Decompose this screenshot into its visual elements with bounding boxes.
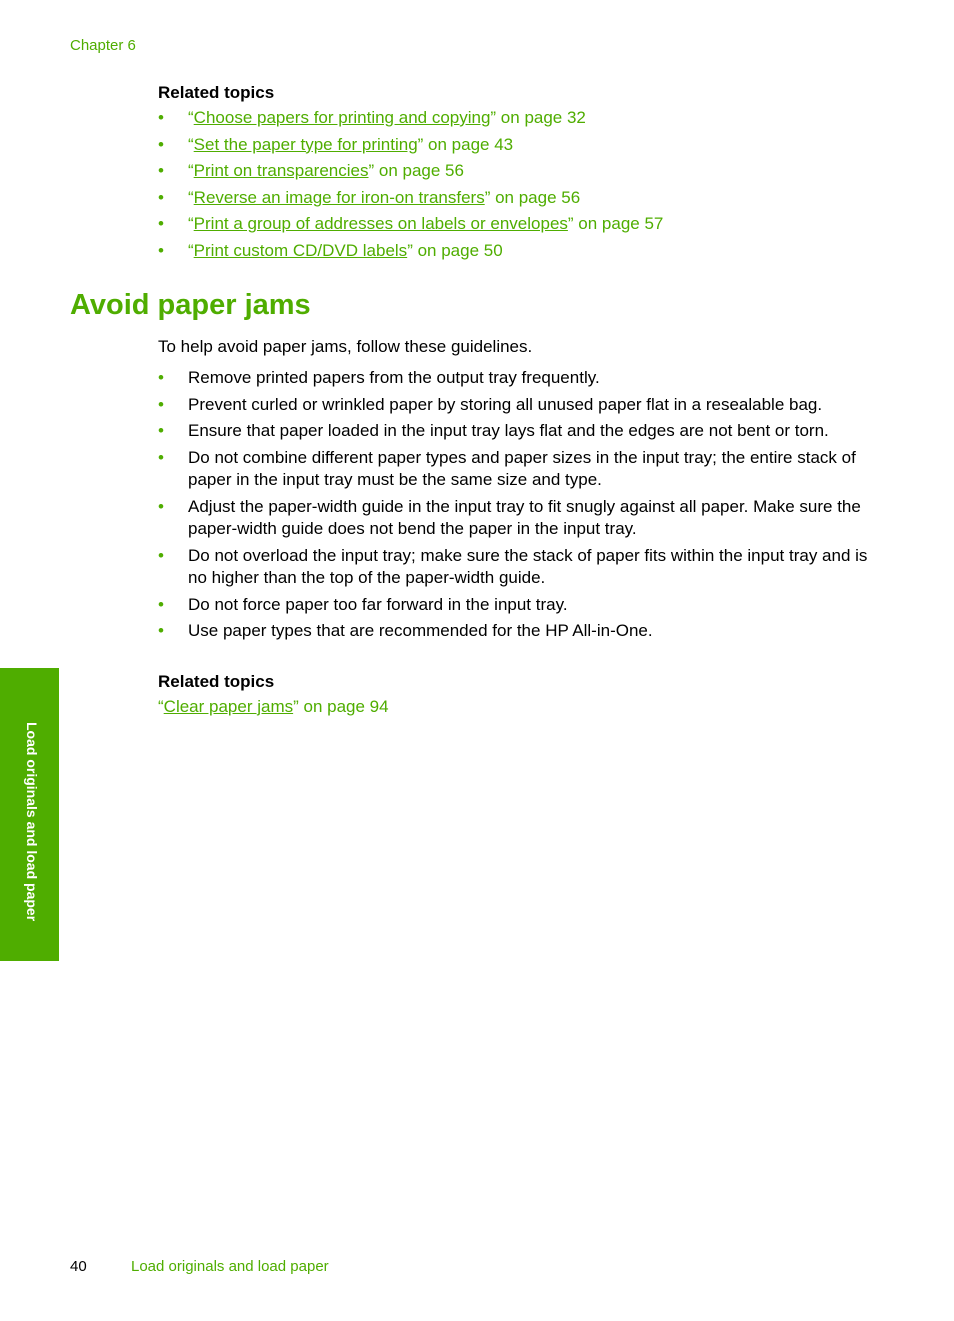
list-item: • Do not force paper too far forward in the input tray. [158,594,873,616]
running-head: Chapter 6 [70,37,136,54]
section-intro: To help avoid paper jams, follow these guidelines. [158,337,533,356]
list-item: • “Print custom CD/DVD labels” on page 50 [158,240,663,267]
bullet: • [158,187,164,207]
cross-reference-link[interactable]: Reverse an image for iron-on transfers [193,187,485,207]
bullet: • [158,621,164,641]
list-item: • “Choose papers for printing and copying” on page 32 [158,107,663,134]
list-item: • Adjust the paper-width guide in the input tray to fit snugly against all paper. Make sure the paper-width guide does not bend the paper in the input tray. [158,496,861,539]
cross-reference-link[interactable]: Choose papers for printing and copying [193,108,491,127]
cross-reference-link[interactable]: Clear paper jams [163,697,294,716]
related-topics-heading: Related topics [158,672,275,691]
section-title: Avoid paper jams [70,289,311,321]
bullet: • [158,214,164,234]
related-topics-heading: Related topics [158,83,275,102]
list-item: • “Reverse an image for iron-on transfers” on page 56 [158,187,663,214]
bullet: • [158,161,164,181]
footer-chapter-title: Load originals and load paper [131,1258,329,1275]
guidelines-list [158,367,873,647]
bullet: • [158,368,164,387]
list-item: • “Print a group of addresses on labels or envelopes” on page 57 [158,213,663,240]
list-item: • Use paper types that are recommended for the HP All-in-One. [158,620,873,642]
bullet: • [158,447,164,467]
bullet: • [158,134,164,154]
page-number: 40 [70,1258,87,1275]
bullet: • [158,421,164,441]
bullet: • [158,394,164,414]
side-tab-label: Load originals and load paper [24,722,40,922]
list-item: • Do not overload the input tray; make sure the stack of paper fits within the input tray and is no higher than the top of the paper-width guide. [158,545,868,588]
list-item: • “Set the paper type for printing” on page 43 [158,134,663,161]
list-item: • Ensure that paper loaded in the input tray lays flat and the edges are not bent or torn. [158,420,873,442]
cross-reference-link[interactable]: Set the paper type for printing [193,134,418,154]
bullet: • [158,240,164,260]
bullet: • [158,545,164,565]
cross-reference-link[interactable]: Print on transparencies [193,161,369,181]
bullet: • [158,108,164,127]
related-topics-list [158,107,663,267]
bullet: • [158,496,164,516]
list-item: • Remove printed papers from the output tray frequently. [158,367,873,389]
bullet: • [158,594,164,614]
list-item: • “Print on transparencies” on page 56 [158,160,663,187]
related-topics-item: “Clear paper jams” on page 94 [158,697,389,716]
list-item: • Prevent curled or wrinkled paper by storing all unused paper flat in a resealable bag. [158,394,873,416]
cross-reference-link[interactable]: Print a group of addresses on labels or envelopes [193,214,568,234]
cross-reference-link[interactable]: Print custom CD/DVD labels [193,240,408,260]
list-item: • Do not combine different paper types and paper sizes in the input tray; the entire stack of paper in the input tray must be the same size and type. [158,447,856,490]
